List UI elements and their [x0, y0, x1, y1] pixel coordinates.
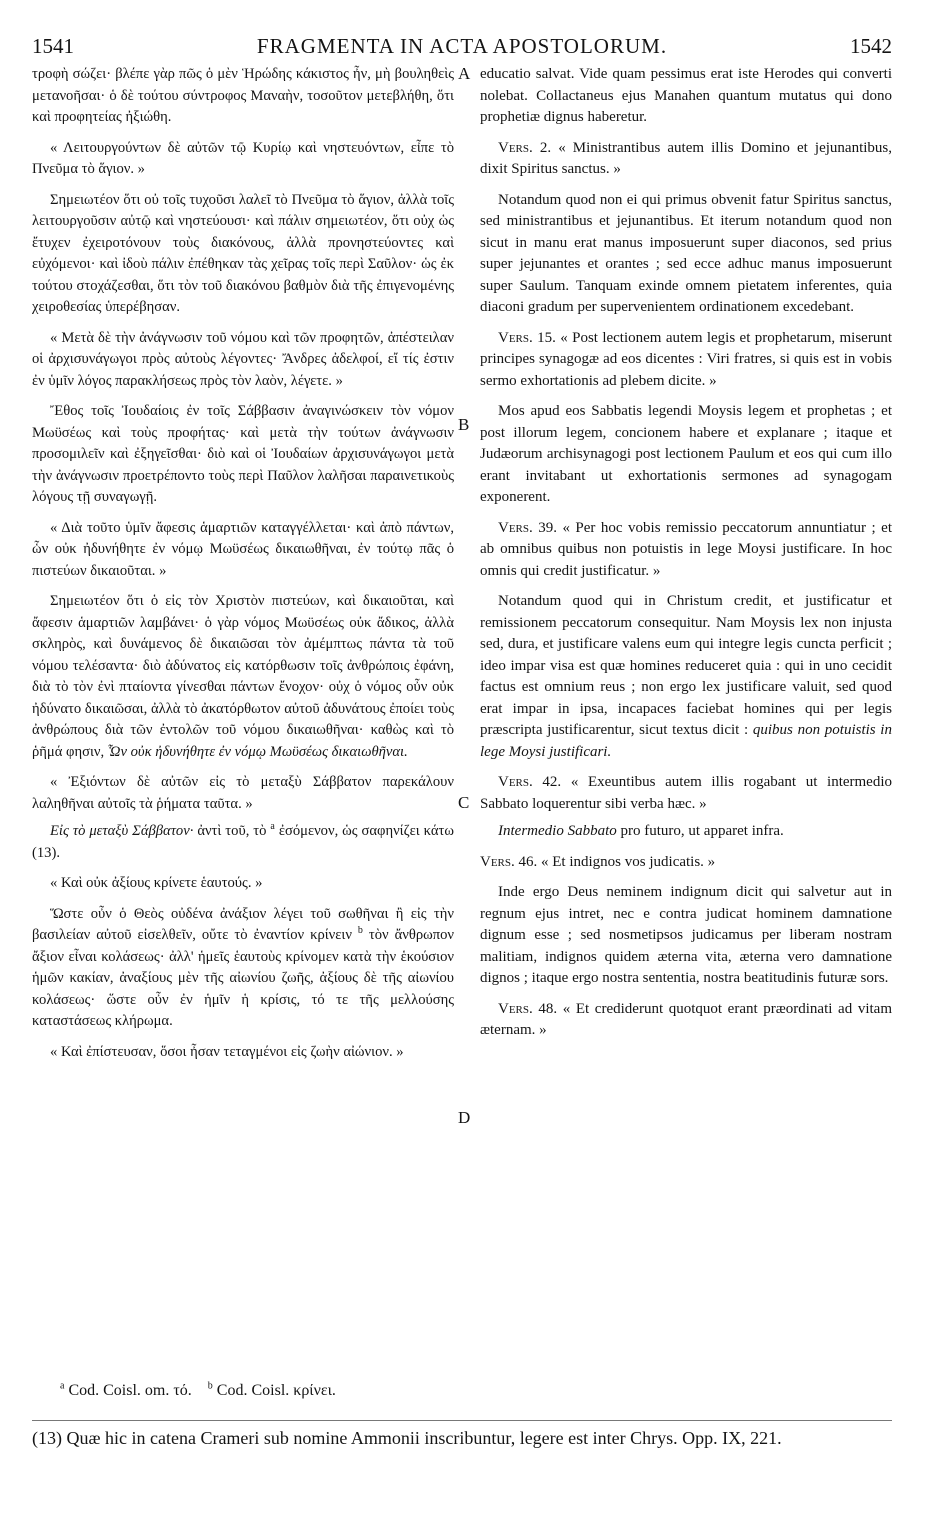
- greek-text: ἐσόμενον, ὡς σαφηνίζει κάτω (13).: [32, 823, 454, 861]
- margin-letter-d: D: [458, 1108, 471, 1127]
- page-header: [32, 34, 892, 64]
- latin-text: pro futuro, ut apparet infra.: [616, 823, 784, 839]
- latin-text: « Post lectionem autem legis et prophetarum, miserunt principes synagogæ ad eos dicentes : Viri fratres, si quis est in vobis sermo exhortationis ad plebem dicite. »: [480, 329, 892, 389]
- greek-text: Σημειωτέον ὅτι ὁ εἰς τὸν Χριστὸν πιστεύων, καὶ δικαιοῦται, καὶ ἄφεσιν ἁμαρτιῶν λαμβάνει· ὁ γὰρ νόμος Μωϋσέως οὐκ ἄδικος, ἀλλὰ σκληρὸς, καὶ δυνάμενος δὲ δικαιῶσαι τὸν ἀμέμπτως πάντα τὰ τοῦ νόμου τελέσαντα· διὸ ἀδύνατος εἰς κατόρθωσιν τοῖς ἀνθρώποις ἐφάνη, διὰ τὸ τὸν ἐνὶ πταίοντα γίνεσθαι πάντων ἔνοχον· οὐχ ὁ νόμος οὖν οὐκ ἠδύνατο δικαιῶσαι, ἀλλὰ τὸ ἀκατόρθωτον αὐτοῦ ἀδυνάτους ἐποίει τοὺς ἀνθρώπους διὰ τῶν ἐντολῶν τοῦ νόμου δικαιωθῆναι· καθὼς καὶ τὸ ῥῆμά φησιν,: [32, 593, 454, 760]
- latin-paragraph: [480, 821, 892, 843]
- footnote-ref-a: a: [270, 821, 275, 833]
- footnote-ref-b: b: [357, 925, 363, 937]
- page-number-right: 1542: [850, 34, 892, 58]
- greek-paragraph: Σημειωτέον ὅτι οὐ τοῖς τυχοῦσι λαλεῖ τὸ Πνεῦμα τὸ ἅγιον, ἀλλὰ τοῖς λειτουργοῦσιν αὐτῷ καὶ νηστεύουσι· καὶ πάλιν σημειωτέον, ὅτι οὐχ ὡς ἔτυχεν ἐχειροτόνουν τοὺς διακόνους, ἀλλὰ προνηστεύοντες καὶ εὐχόμενοι· καὶ ἰδοὺ πάλιν ἐπέθηκαν τὰς χεῖρας τοῖς περὶ Σαῦλον· ὡς ἐκ τούτου στοχάζεσθαι, ὅτι τὸν τοῦ διακόνου βαθμὸν διὰ τῆς ἐπιγενομένης χειροθεσίας ὑπερέβησαν.: [32, 191, 454, 315]
- greek-quote: « Καὶ ἐπίστευσαν, ὅσοι ἦσαν τεταγμένοι εἰς ζωὴν αἰώνιον. »: [50, 1043, 404, 1060]
- footnote-mark-a: a: [60, 1380, 65, 1392]
- verse-label: Vers. 46.: [480, 853, 538, 870]
- latin-paragraph: Inde ergo Deus neminem indignum dicit qui salvetur aut in regnum ejus intret, nec e contra judicat hominem damnatione dignum esse ; sed nosmetipsos judicamus per liberam nostram malitiam, indignos quidem æterna vita, æterna vero damnatione dignos ; itaque ergo nostra sententia, nostra beatitudinis futuræ sors.: [480, 884, 892, 986]
- greek-citation: Ὧν οὐκ ἠδυνήθητε ἐν νόμῳ Μωϋσέως δικαιωθῆναι.: [107, 743, 408, 760]
- latin-text: « Et crediderunt quotquot erant præordinati ad vitam æternam. »: [480, 1000, 892, 1038]
- greek-text: Ὥστε οὖν ὁ Θεὸς οὐδένα ἀνάξιον λέγει τοῦ σωθῆναι ἢ εἰς τὴν βασιλείαν αὐτοῦ εἰσελθεῖν, οὔτε τὸ ἐναντίον κρίνειν: [32, 905, 454, 943]
- verse-label: Vers. 48.: [498, 1000, 558, 1017]
- greek-text: τὸν ἄνθρωπον ἄξιον εἶναι κολάσεως· ἀλλ' ἡμεῖς ἑαυτοὺς κρίνομεν κατὰ τὴν ἑκούσιον ἡμῶν κακίαν, ἀναξίους μὲν τῆς αἰωνίου ζωῆς, ἀξίους δὲ τῆς αἰωνίου κολάσεως· ὥστε οὖν ἐν ἡμῖν ἡ κρίσις, τό τε τῆς μελλούσης καταστάσεως κλήρωμα.: [32, 927, 454, 1029]
- latin-lemma: Intermedio Sabbato: [498, 823, 617, 839]
- footnote-b: Cod. Coisl. κρίνει.: [212, 1382, 336, 1399]
- footnote-a: Cod. Coisl. om. τό.: [64, 1382, 192, 1399]
- latin-text: « Ministrantibus autem illis Domino et jejunantibus, dixit Spiritus sanctus. »: [480, 139, 892, 177]
- latin-text: Notandum quod qui in Christum credit, et justificatur et remissionem peccatorum consequitur. Nam Moysis lex non injusta sed, dura, et justificare valens eum qui integre legis cuncta perficit ; ideo impar visa est quæ homines reduceret quia : qui in uno cecidit factus est omnium reus ; non ergo lex justificare valuit, sed quod erat impar in ipsa, incapaces faciebat homines qui per legis præscripta justificarentur, sicut textus dicit :: [480, 593, 892, 738]
- greek-quote: « Διὰ τοῦτο ὑμῖν ἄφεσις ἁμαρτιῶν καταγγέλλεται· καὶ ἀπὸ πάντων, ὧν οὐκ ἠδυνήθητε ἐν νόμῳ Μωϋσέως δικαιωθῆναι, ἐν τούτῳ πᾶς ὁ πιστεύων δικαιοῦται. »: [32, 519, 454, 579]
- latin-verse: [480, 999, 892, 1042]
- verse-label: Vers. 39.: [498, 519, 557, 536]
- greek-paragraph: [32, 821, 454, 864]
- footnote-mark-b: b: [207, 1380, 213, 1392]
- apparatus-notes: [60, 1382, 336, 1400]
- latin-column: [480, 64, 892, 1048]
- footnote-divider: [32, 1420, 892, 1421]
- greek-quote: « Μετὰ δὲ τὴν ἀνάγνωσιν τοῦ νόμου καὶ τῶν προφητῶν, ἀπέστειλαν οἱ ἀρχισυνάγωγοι πρὸς αὐτοὺς λέγοντες· Ἄνδρες ἀδελφοί, εἴ τίς ἐστιν ἐν ὑμῖν λόγος παρακλήσεως πρὸς τὸν λαὸν, λέγετε. »: [32, 329, 454, 389]
- greek-paragraph: [32, 904, 454, 1033]
- greek-quote: « Ἐξιόντων δὲ αὐτῶν εἰς τὸ μεταξὺ Σάββατον παρεκάλουν λαληθῆναι αὐτοῖς τὰ ῥήματα ταῦτα. »: [32, 774, 454, 812]
- verse-label: Vers. 2.: [498, 139, 552, 156]
- verse-label: Vers. 42.: [498, 774, 562, 790]
- greek-quote: « Καὶ οὐκ ἀξίους κρίνετε ἑαυτούς. »: [50, 875, 263, 891]
- latin-text: « Et indignos vos judicatis. »: [537, 853, 716, 870]
- greek-paragraph: [32, 591, 454, 763]
- margin-letter-a: A: [458, 64, 471, 83]
- latin-citation: quibus non potuistis in lege Moysi justificari.: [480, 722, 892, 760]
- greek-column: [32, 64, 454, 1069]
- verse-label: Vers. 15.: [498, 329, 556, 346]
- margin-letter-b: B: [458, 415, 470, 434]
- greek-quote: « Λειτουργούντων δὲ αὐτῶν τῷ Κυρίῳ καὶ νηστευόντων, εἶπε τὸ Πνεῦμα τὸ ἅγιον. »: [32, 139, 454, 177]
- latin-paragraph: Notandum quod non ei qui primus obvenit fatur Spiritus sanctus, sed ministrantibus et jejunantibus. Et iterum notandum quod non sicut in manu erat manus imposuerunt super diaconos, sed prius super jejunantes et orantes ; sed ecce adhuc manus imposuerunt super Saulum. Tanquam exinde omnem pietatem inferentes, quia diaconi gradum per supervenientem ordinationem excedebant.: [480, 191, 892, 315]
- latin-text: « Exeuntibus autem illis rogabant ut intermedio Sabbato loquerentur sibi verba hæc. »: [480, 774, 893, 812]
- running-title: FRAGMENTA IN ACTA APOSTOLORUM.: [256, 34, 668, 58]
- greek-paragraph: Ἔθος τοῖς Ἰουδαίοις ἐν τοῖς Σάββασιν ἀναγινώσκειν τὸν νόμον Μωϋσέως καὶ τοὺς προφήτας· καὶ μετὰ τὴν τούτων ἀνάγνωσιν προσομιλεῖν καὶ ἐξηγεῖσθαι· διὸ καὶ οἱ Ἰουδαίων ἀρχισυνάγωγοι μετὰ τὴν ἀνάγνωσιν προετρέποντο τοὺς περὶ Παῦλον λαλῆσαι παραινετικοὺς λόγους τῇ συναγωγῇ.: [32, 403, 454, 505]
- margin-letter-c: C: [458, 793, 470, 812]
- latin-paragraph: Mos apud eos Sabbatis legendi Moysis legem et prophetas ; et post illorum legem, concionem habere et explanare ; itaque et Judæorum archisynagogi post lectionem Paulum et eos qui cum illo erant invitabant ut exhortationis sermones ad synagogam exponerent.: [480, 403, 892, 505]
- latin-verse: [480, 138, 892, 181]
- latin-verse: [480, 772, 892, 815]
- page-number-left: 1541: [32, 34, 74, 58]
- latin-paragraph: educatio salvat. Vide quam pessimus erat iste Herodes qui converti nolebat. Collactaneus ejus Manahen quantum mutatus qui dono prophetiæ dignus haberetur.: [480, 66, 892, 125]
- greek-text: ἀντὶ τοῦ, τὸ: [193, 823, 271, 839]
- footnote-13: (13) Quæ hic in catena Crameri sub nomine Ammonii inscribuntur, legere est inter Chrys. Opp. IX, 221.: [32, 1428, 782, 1448]
- latin-verse: [480, 328, 892, 393]
- latin-text: « Per hoc vobis remissio peccatorum annuntiatur ; et ab omnibus quibus non potuistis in lege Moysi justificare. In hoc omnis qui credit justificatur. »: [480, 519, 892, 579]
- greek-lemma: Εἰς τὸ μεταξὺ Σάββατον·: [50, 823, 194, 839]
- greek-paragraph: τροφὴ σώζει· βλέπε γὰρ πῶς ὁ μὲν Ἡρώδης κάκιστος ἦν, μὴ βουληθεὶς μετανοῆσαι· ὁ δὲ τούτου σύντροφος Μαναὴν, τοσοῦτον μετεβλήθη, ὅτι καὶ προφητείας ἠξιώθη.: [32, 66, 454, 125]
- latin-paragraph: [480, 591, 892, 763]
- latin-verse: [480, 518, 892, 583]
- latin-verse: [480, 852, 892, 874]
